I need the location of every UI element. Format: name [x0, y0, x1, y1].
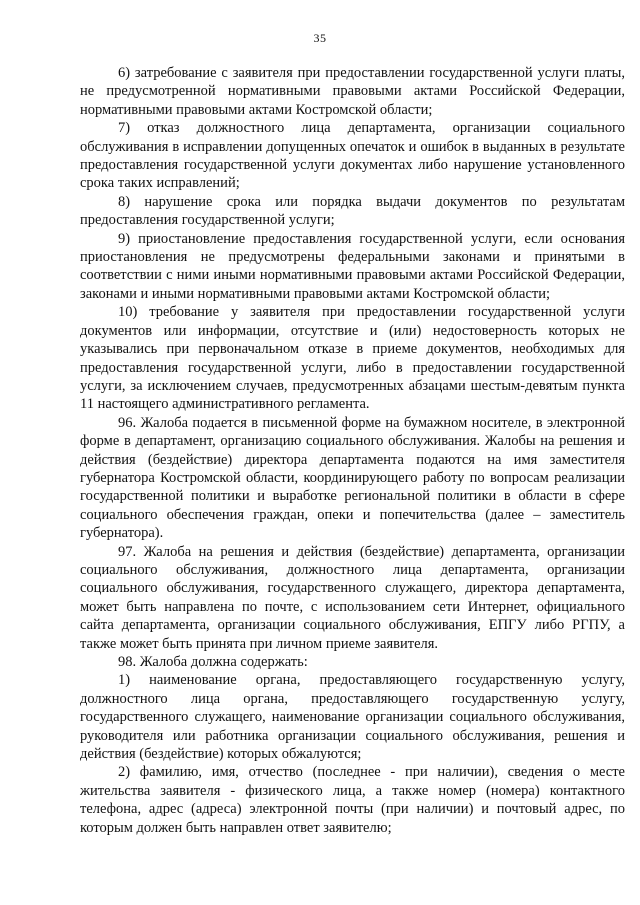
- paragraph-item-8: 8) нарушение срока или порядка выдачи документов по результатам предоставления государственной услуги;: [80, 193, 625, 229]
- paragraph-subitem-1: 1) наименование органа, предоставляющего государственную услугу, должностного лица органа, предоставляющего государственную услугу, государственного служащего, наименование организации социального обслуживания, руководителя или работника организации социального обслуживания, решения и действия (бездействие) которых обжалуются;: [80, 672, 625, 763]
- document-body: [80, 64, 625, 837]
- paragraph-item-7: 7) отказ должностного лица департамента, организации социального обслуживания в исправлении допущенных опечаток и ошибок в выданных в результате предоставления государственной услуги документах либо нарушение установленного срока таких исправлений;: [80, 120, 625, 192]
- paragraph-subitem-2: 2) фамилию, имя, отчество (последнее - при наличии), сведения о месте жительства заявителя - физического лица, а также номер (номера) контактного телефона, адрес (адреса) электронной почты (при наличии) и почтовый адрес, по которым должен быть направлен ответ заявителю;: [80, 764, 625, 836]
- paragraph-item-9: 9) приостановление предоставления государственной услуги, если основания приостановления не предусмотрены федеральными законами и принятыми в соответствии с ними иными нормативными правовыми актами Российской Федерации, законами и иными нормативными правовыми актами Костромской области;: [80, 230, 625, 302]
- paragraph-clause-96: 96. Жалоба подается в письменной форме на бумажном носителе, в электронной форме в департамент, организацию социального обслуживания. Жалобы на решения и действия (бездействие) директора департамента подаются на имя заместителя губернатора Костромской области, координирующего работу по вопросам реализации государственной политики и выработке региональной политики в области в сфере социального обеспечения граждан, опеки и попечительства (далее – заместитель губернатора).: [80, 414, 625, 542]
- paragraph-clause-97: 97. Жалоба на решения и действия (бездействие) департамента, организации социального обслуживания, должностного лица департамента, организации социального обслуживания, государственного служащего, директора департамента, может быть направлена по почте, с использованием сети Интернет, официального сайта департамента, организации социального обслуживания, ЕПГУ либо РГПУ, а также может быть принята при личном приеме заявителя.: [80, 543, 625, 652]
- paragraph-item-6: 6) затребование с заявителя при предоставлении государственной услуги платы, не предусмотренной нормативными правовыми актами Российской Федерации, нормативными правовыми актами Костромской области;: [80, 65, 625, 118]
- paragraph-item-10: 10) требование у заявителя при предоставлении государственной услуги документов или информации, отсутствие и (или) недостоверность которых не указывались при первоначальном отказе в приеме документов, необходимых для предоставления государственной услуги, либо в предоставлении государственной услуги, за исключением случаев, предусмотренных абзацами шестым-девятым пункта 11 настоящего административного регламента.: [80, 304, 625, 413]
- paragraph-clause-98: 98. Жалоба должна содержать:: [118, 654, 308, 670]
- page-number: 35: [313, 31, 327, 45]
